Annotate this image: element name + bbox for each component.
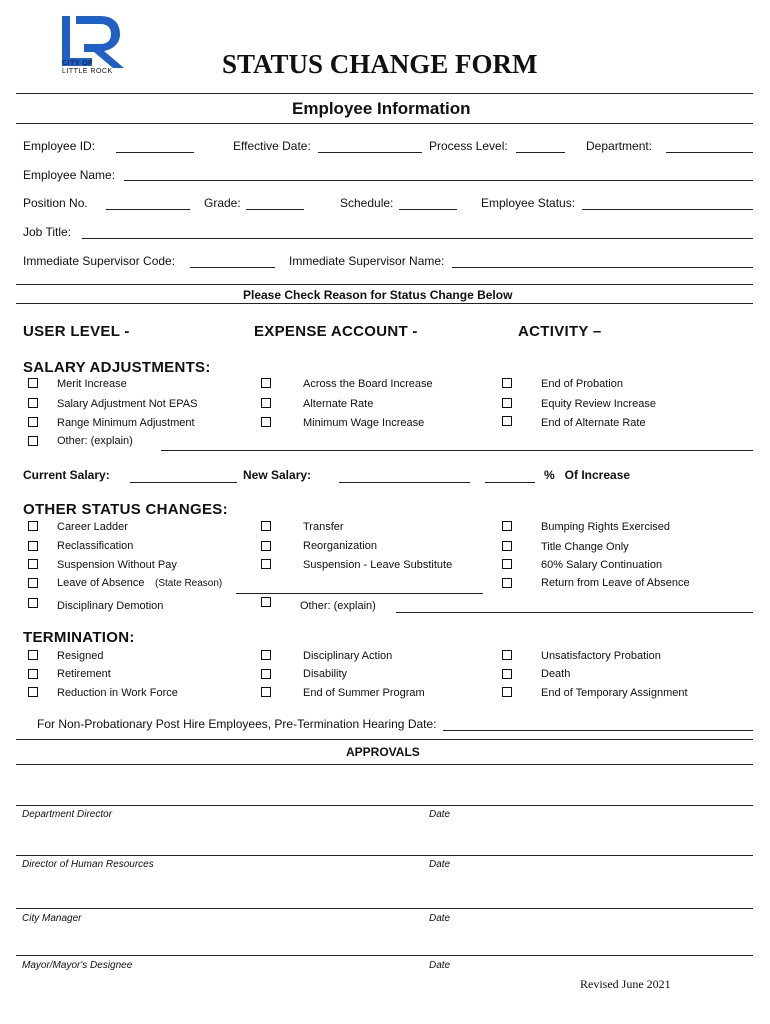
signature-line[interactable]: [16, 805, 753, 806]
signature-line[interactable]: [16, 908, 753, 909]
salary-continuation-label: 60% Salary Continuation: [541, 559, 663, 571]
approvals-heading: APPROVALS: [346, 745, 420, 759]
employee-name-label: Employee Name:: [23, 168, 116, 182]
title-change-only-checkbox[interactable]: [502, 541, 512, 551]
range-minimum-adjustment-label: Range Minimum Adjustment: [57, 417, 195, 429]
across-board-increase-label: Across the Board Increase: [303, 378, 433, 390]
supervisor-code-field[interactable]: [190, 267, 275, 268]
activity-heading: ACTIVITY –: [518, 323, 602, 340]
equity-review-increase-label: Equity Review Increase: [541, 398, 656, 410]
pre-termination-label: For Non-Probationary Post Hire Employees, Pre-Termination Hearing Date:: [37, 717, 437, 731]
death-checkbox[interactable]: [502, 669, 512, 679]
salary-adjustment-not-epas-label: Salary Adjustment Not EPAS: [57, 398, 198, 410]
minimum-wage-increase-checkbox[interactable]: [261, 417, 271, 427]
employee-id-label: Employee ID:: [23, 139, 96, 153]
supervisor-code-label: Immediate Supervisor Code:: [23, 254, 176, 268]
signature-line[interactable]: [16, 855, 753, 856]
end-of-temporary-assignment-label: End of Temporary Assignment: [541, 687, 688, 699]
employee-info-heading: Employee Information: [292, 99, 471, 118]
divider: [16, 93, 753, 94]
process-level-field[interactable]: [516, 152, 565, 153]
leave-of-absence-label: Leave of Absence: [57, 577, 145, 589]
career-ladder-checkbox[interactable]: [28, 521, 38, 531]
user-level-heading: USER LEVEL -: [23, 323, 130, 340]
department-director-label: Department Director: [22, 809, 113, 820]
logo-text-line1: CITY OF: [62, 60, 93, 67]
end-of-summer-program-checkbox[interactable]: [261, 687, 271, 697]
state-reason-label: (State Reason): [155, 578, 223, 589]
disciplinary-demotion-checkbox[interactable]: [28, 598, 38, 608]
retirement-checkbox[interactable]: [28, 669, 38, 679]
career-ladder-label: Career Ladder: [57, 521, 128, 533]
disability-checkbox[interactable]: [261, 669, 271, 679]
reclassification-label: Reclassification: [57, 540, 134, 552]
salary-other-label: Other: (explain): [57, 435, 133, 447]
job-title-field[interactable]: [82, 238, 753, 239]
unsatisfactory-probation-checkbox[interactable]: [502, 650, 512, 660]
date-label: Date: [429, 859, 451, 870]
return-from-leave-checkbox[interactable]: [502, 578, 512, 588]
divider: [16, 739, 753, 740]
process-level-label: Process Level:: [429, 139, 508, 153]
death-label: Death: [541, 668, 571, 680]
supervisor-name-label: Immediate Supervisor Name:: [289, 254, 445, 268]
effective-date-label: Effective Date:: [233, 139, 311, 153]
disciplinary-action-label: Disciplinary Action: [303, 650, 393, 662]
termination-heading: TERMINATION:: [23, 629, 135, 646]
title-change-only-label: Title Change Only: [541, 541, 629, 553]
end-of-probation-checkbox[interactable]: [502, 378, 512, 388]
transfer-label: Transfer: [303, 521, 344, 533]
new-salary-label: New Salary:: [243, 468, 312, 482]
employee-status-field[interactable]: [582, 209, 753, 210]
suspension-leave-substitute-checkbox[interactable]: [261, 559, 271, 569]
signature-line[interactable]: [16, 955, 753, 956]
employee-name-field[interactable]: [124, 180, 753, 181]
suspension-without-pay-checkbox[interactable]: [28, 559, 38, 569]
leave-of-absence-checkbox[interactable]: [28, 578, 38, 588]
current-salary-label: Current Salary:: [23, 468, 110, 482]
disciplinary-action-checkbox[interactable]: [261, 650, 271, 660]
date-label: Date: [429, 913, 451, 924]
other-status-changes-heading: OTHER STATUS CHANGES:: [23, 501, 228, 518]
across-board-increase-checkbox[interactable]: [261, 378, 271, 388]
resigned-checkbox[interactable]: [28, 650, 38, 660]
unsatisfactory-probation-label: Unsatisfactory Probation: [541, 650, 661, 662]
current-salary-field[interactable]: [130, 482, 237, 483]
salary-other-explain-field[interactable]: [161, 450, 753, 451]
department-field[interactable]: [666, 152, 753, 153]
date-label: Date: [429, 809, 451, 820]
range-minimum-adjustment-checkbox[interactable]: [28, 417, 38, 427]
end-of-probation-label: End of Probation: [541, 378, 623, 390]
reduction-in-work-force-label: Reduction in Work Force: [57, 687, 178, 699]
salary-other-checkbox[interactable]: [28, 436, 38, 446]
alternate-rate-label: Alternate Rate: [303, 398, 374, 410]
end-of-summer-program-label: End of Summer Program: [303, 687, 425, 699]
suspension-leave-substitute-label: Suspension - Leave Substitute: [303, 559, 453, 571]
return-from-leave-label: Return from Leave of Absence: [541, 577, 690, 589]
salary-continuation-checkbox[interactable]: [502, 559, 512, 569]
retirement-label: Retirement: [57, 668, 111, 680]
revised-date: Revised June 2021: [580, 977, 671, 991]
bumping-rights-label: Bumping Rights Exercised: [541, 521, 671, 533]
position-no-field[interactable]: [106, 209, 190, 210]
logo-text-line2: LITTLE ROCK: [62, 68, 113, 75]
job-title-label: Job Title:: [23, 225, 72, 239]
position-no-label: Position No.: [23, 196, 88, 210]
date-label: Date: [429, 960, 451, 971]
hr-director-label: Director of Human Resources: [22, 859, 154, 870]
reclassification-checkbox[interactable]: [28, 541, 38, 551]
disability-label: Disability: [303, 668, 348, 680]
percent-increase-field[interactable]: [485, 482, 535, 483]
employee-id-field[interactable]: [116, 152, 194, 153]
resigned-label: Resigned: [57, 650, 104, 662]
other-status-explain-field[interactable]: [396, 612, 753, 613]
reorganization-checkbox[interactable]: [261, 541, 271, 551]
salary-adjustments-heading: SALARY ADJUSTMENTS:: [23, 359, 211, 376]
mayor-designee-label: Mayor/Mayor's Designee: [22, 960, 133, 971]
employee-status-label: Employee Status:: [481, 196, 576, 210]
grade-label: Grade:: [204, 196, 241, 210]
divider: [16, 303, 753, 304]
end-of-alternate-rate-label: End of Alternate Rate: [541, 417, 646, 429]
new-salary-field[interactable]: [339, 482, 470, 483]
equity-review-increase-checkbox[interactable]: [502, 398, 512, 408]
end-of-alternate-rate-checkbox[interactable]: [502, 416, 512, 426]
reduction-in-work-force-checkbox[interactable]: [28, 687, 38, 697]
effective-date-field[interactable]: [318, 152, 422, 153]
page-title: STATUS CHANGE FORM: [222, 49, 538, 79]
divider: [16, 764, 753, 765]
grade-field[interactable]: [246, 209, 304, 210]
percent-increase-label: % Of Increase: [544, 468, 631, 482]
schedule-label: Schedule:: [340, 196, 394, 210]
department-label: Department:: [586, 139, 653, 153]
schedule-field[interactable]: [399, 209, 457, 210]
bumping-rights-checkbox[interactable]: [502, 521, 512, 531]
city-manager-label: City Manager: [22, 913, 82, 924]
salary-adjustment-not-epas-checkbox[interactable]: [28, 398, 38, 408]
divider: [16, 284, 753, 285]
minimum-wage-increase-label: Minimum Wage Increase: [303, 417, 425, 429]
transfer-checkbox[interactable]: [261, 521, 271, 531]
merit-increase-checkbox[interactable]: [28, 378, 38, 388]
other-status-label: Other: (explain): [300, 600, 376, 612]
expense-account-heading: EXPENSE ACCOUNT -: [254, 323, 418, 340]
suspension-without-pay-label: Suspension Without Pay: [57, 559, 177, 571]
alternate-rate-checkbox[interactable]: [261, 398, 271, 408]
pre-termination-date-field[interactable]: [443, 730, 753, 731]
reason-heading: Please Check Reason for Status Change Below: [243, 288, 513, 302]
disciplinary-demotion-label: Disciplinary Demotion: [57, 600, 164, 612]
leave-reason-field[interactable]: [236, 593, 483, 594]
divider: [16, 123, 753, 124]
supervisor-name-field[interactable]: [452, 267, 753, 268]
reorganization-label: Reorganization: [303, 540, 377, 552]
merit-increase-label: Merit Increase: [57, 378, 127, 390]
other-status-checkbox[interactable]: [261, 597, 271, 607]
end-of-temporary-assignment-checkbox[interactable]: [502, 687, 512, 697]
